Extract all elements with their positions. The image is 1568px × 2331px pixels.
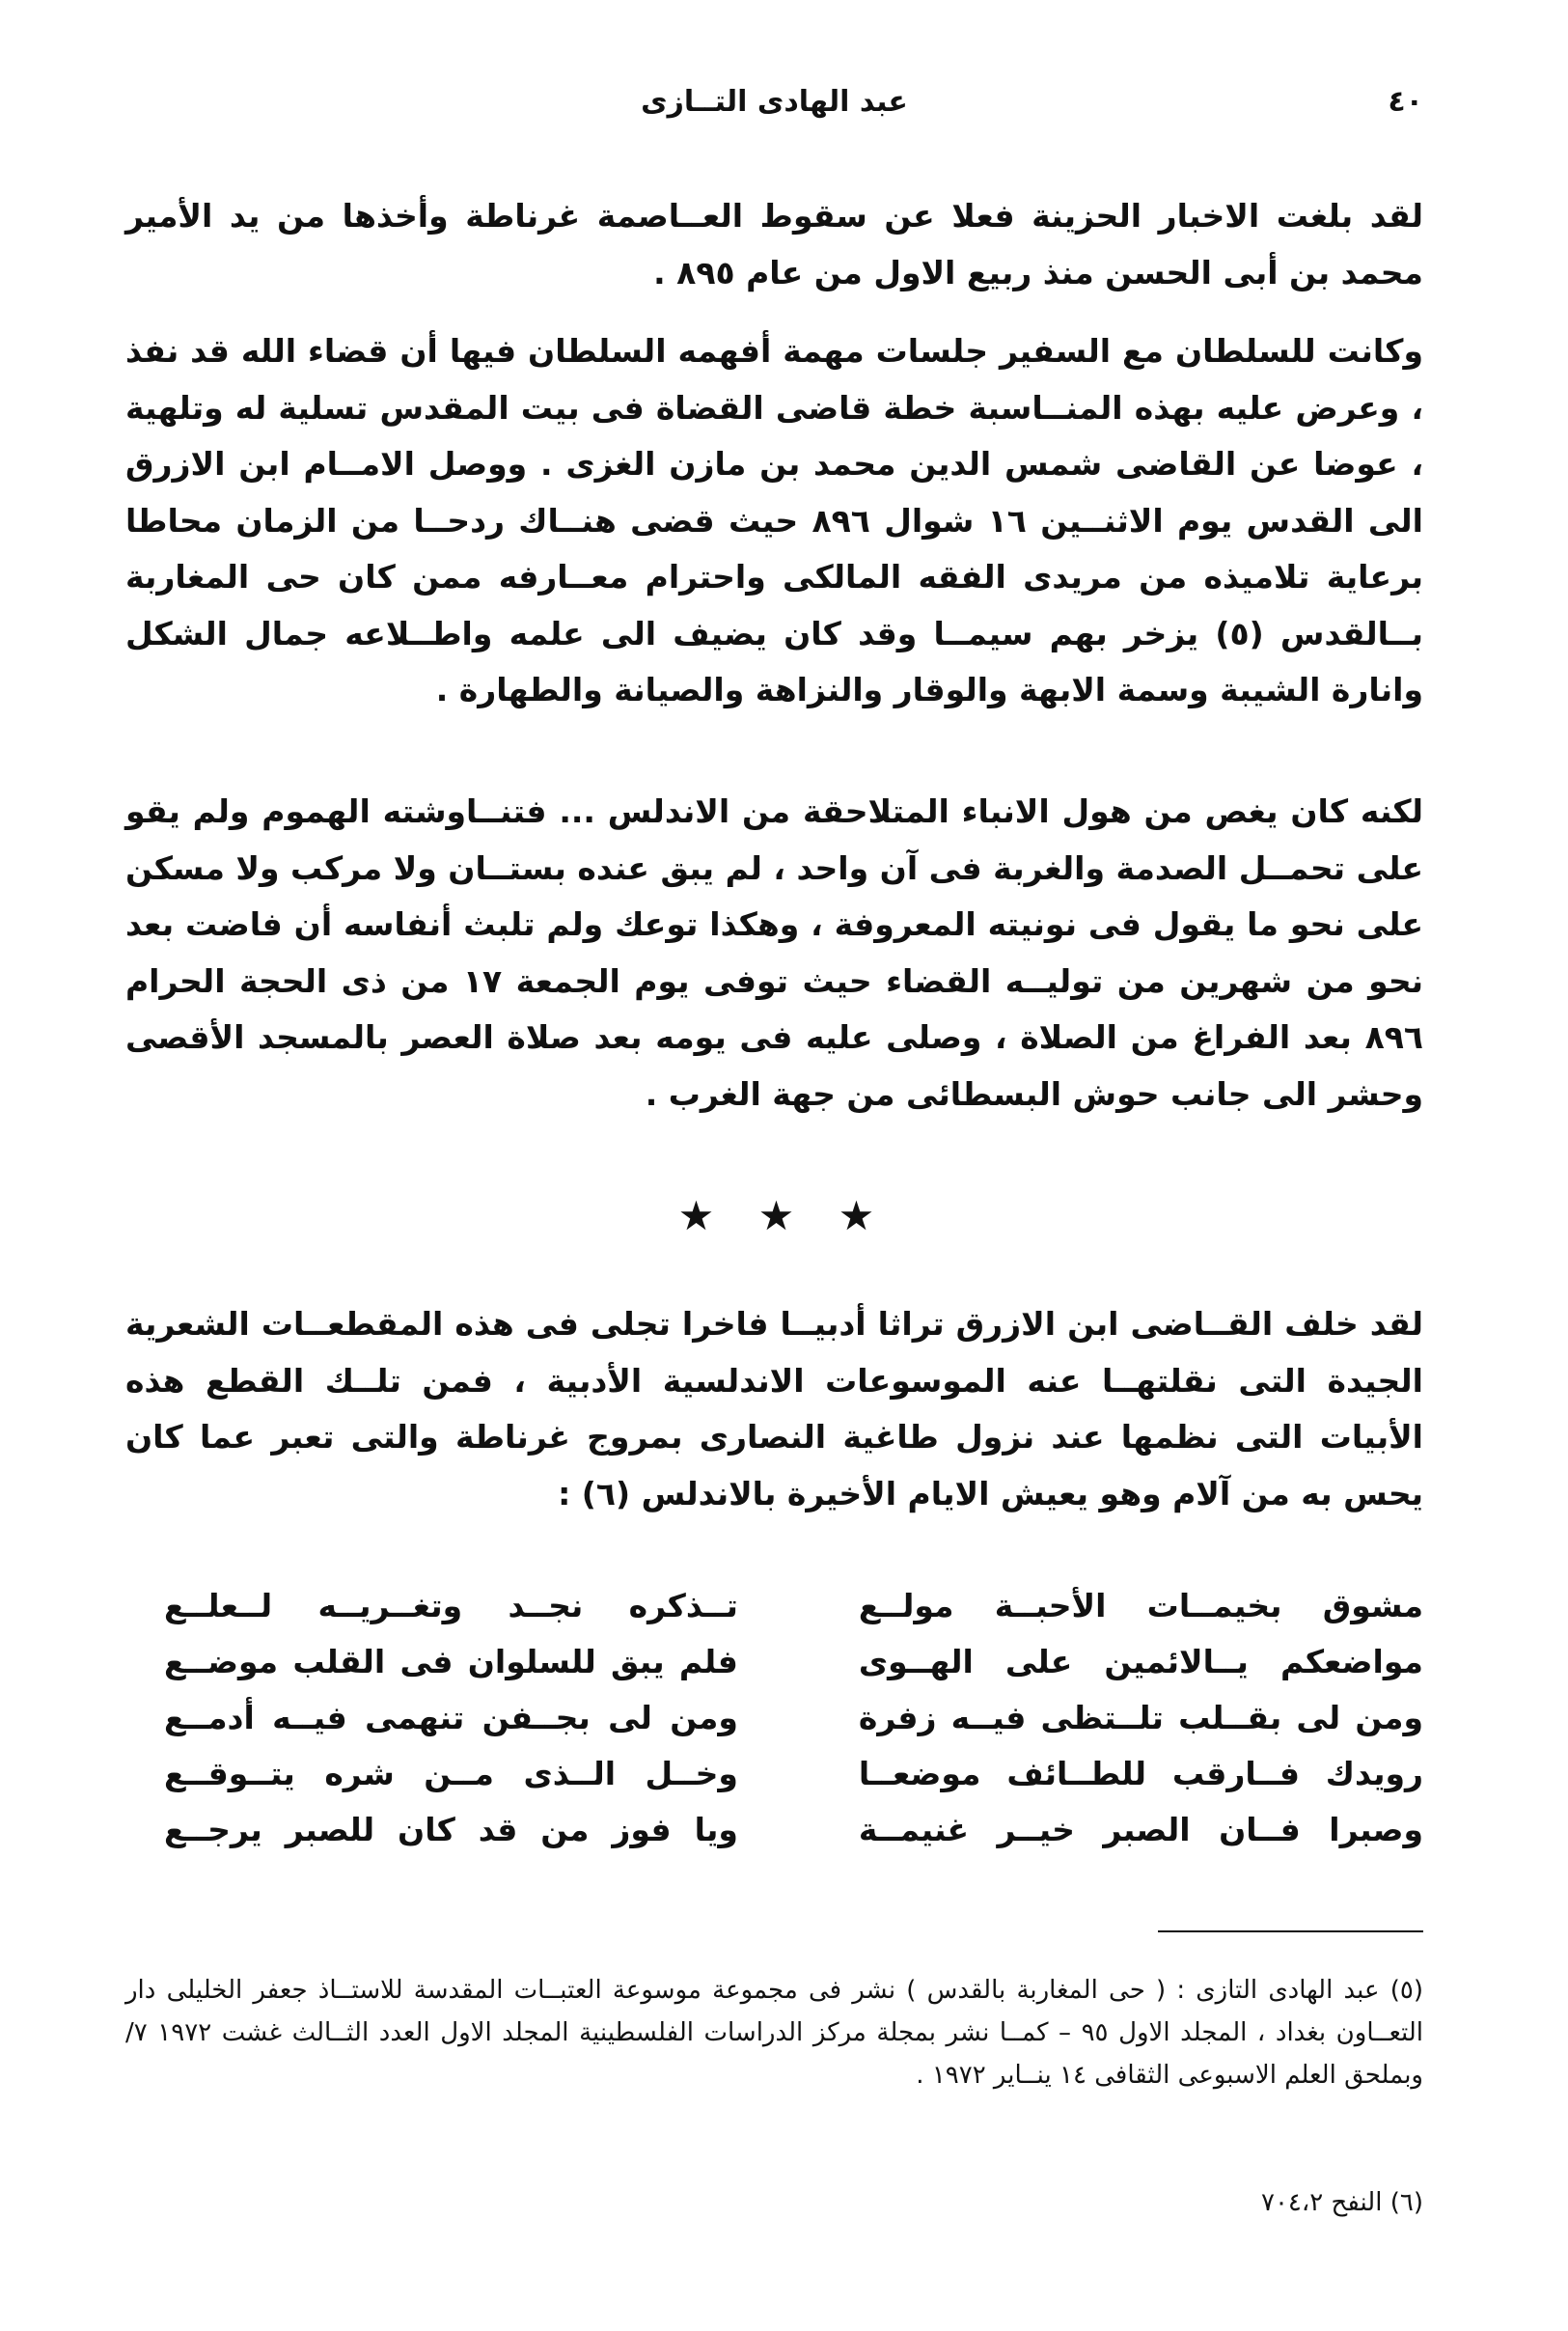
poem-second-hemistich: تــذكره نجــد وتغــريــه لــعلــع bbox=[164, 1587, 738, 1624]
poem-verse bbox=[164, 1690, 1423, 1746]
paragraph-literary-legacy: لقد خلف القــاضى ابن الازرق تراثا أدبيــا فاخرا تجلى فى هذه المقطعــات الشعرية الجيدة التى نقلتهــا عنه الموسوعات الاندلسية الأدبية ، فمن تلــك القطع هذه الأبيات التى نظمها عند نزول طاغية النصارى بمروج غرناطة والتى تعبر عما كان يحس به من آلام وهو يعيش الايام الأخيرة بالاندلس (٦) : bbox=[125, 1305, 1423, 1512]
poem-second-hemistich: ويا فوز من قد كان للصبر يرجــع bbox=[164, 1811, 738, 1848]
poem-second-hemistich: ومن لى بجــفن تنهمى فيــه أدمــع bbox=[164, 1699, 738, 1736]
paragraph-sultan-meetings: وكانت للسلطان مع السفير جلسات مهمة أفهمه السلطان فيها أن قضاء الله قد نفذ ، وعرض عليه بهذه المنــاسبة خطة قاضى القضاة فى بيت المقدس تسلية له وتلهية ، عوضا عن القاضى شمس الدين محمد بن مازن الغزى . ووصل الامــام ابن الازرق الى القدس يوم الاثنــين ١٦ شوال ٨٩٦ حيث قضى هنــاك ردحــا من الزمان محاطا برعاية تلاميذه من مريدى الفقه المالكى واحترام معــارفه ممن كان حى المغاربة بــالقدس (٥) يزخر بهم سيمــا وقد كان يضيف الى علمه واطــلاعه جمال الشكل وانارة الشيبة وسمة الابهة والوقار والنزاهة والصيانة والطهارة . bbox=[125, 332, 1423, 708]
poem-second-hemistich: وخــل الــذى مــن شره يتــوقــع bbox=[164, 1755, 738, 1792]
footnote-5: (٥) عبد الهادى التازى : ( حى المغاربة بالقدس ) نشر فى مجموعة موسوعة العتبــات المقدسة للاستــاذ جعفر الخليلى دار التعــاون بغداد ، المجلد الاول ٩٥ – كمــا نشر بمجلة مركز الدراسات الفلسطينية المجلد الاول العدد الثــالث غشت ١٩٧٢ ٧/ وبملحق العلم الاسبوعى الثقافى ١٤ ينــاير ١٩٧٢ . bbox=[125, 1976, 1424, 2090]
poem-verse bbox=[164, 1746, 1423, 1802]
paragraph-death-of-judge: لكنه كان يغص من هول الانباء المتلاحقة من الاندلس ... فتنــاوشته الهموم ولم يقو على تحمــل الصدمة والغربة فى آن واحد ، لم يبق عنده بستــان ولا مركب ولا مسكن على نحو ما يقول فى نونيته المعروفة ، وهكذا توعك ولم تلبث أنفاسه أن فاضت بعد نحو من شهرين من توليــه القضاء حيث توفى يوم الجمعة ١٧ من ذى الحجة الحرام ٨٩٦ بعد الفراغ من الصلاة ، وصلى عليه فى يومه بعد صلاة العصر بالمسجد الأقصى وحشر الى جانب حوش البسطائى من جهة الغرب . bbox=[125, 792, 1423, 1113]
running-title: عبد الهادى التــازى bbox=[641, 85, 908, 119]
poem-second-hemistich: فلم يبق للسلوان فى القلب موضــع bbox=[164, 1643, 738, 1680]
poem-first-hemistich: وصبرا فــان الصبر خيــر غنيمــة bbox=[858, 1811, 1423, 1848]
section-separator-stars: ★ ★ ★ bbox=[677, 1192, 891, 1239]
footnote-separator-rule bbox=[1158, 1930, 1423, 1932]
poem bbox=[164, 1578, 1423, 1858]
poem-verse bbox=[164, 1634, 1423, 1690]
poem-verse bbox=[164, 1578, 1423, 1634]
poem-first-hemistich: مواضعكم يــالائمين على الهــوى bbox=[858, 1643, 1423, 1680]
poem-first-hemistich: رويدك فــارقب للطــائف موضعــا bbox=[858, 1755, 1423, 1792]
poem-first-hemistich: مشوق بخيمــات الأحبــة مولــع bbox=[858, 1587, 1423, 1624]
poem-verse bbox=[164, 1802, 1423, 1858]
paragraph-fall-of-granada: لقد بلغت الاخبار الحزينة فعلا عن سقوط العــاصمة غرناطة وأخذها من يد الأمير محمد بن أبى الحسن منذ ربيع الاول من عام ٨٩٥ . bbox=[125, 197, 1423, 291]
footnote-6: (٦) النفح ٧٠٤،٢ bbox=[1261, 2188, 1423, 2217]
page-header bbox=[125, 85, 1423, 133]
page-number: ٤٠ bbox=[1388, 85, 1423, 119]
poem-first-hemistich: ومن لى بقــلب تلــتظى فيــه زفرة bbox=[858, 1699, 1423, 1736]
